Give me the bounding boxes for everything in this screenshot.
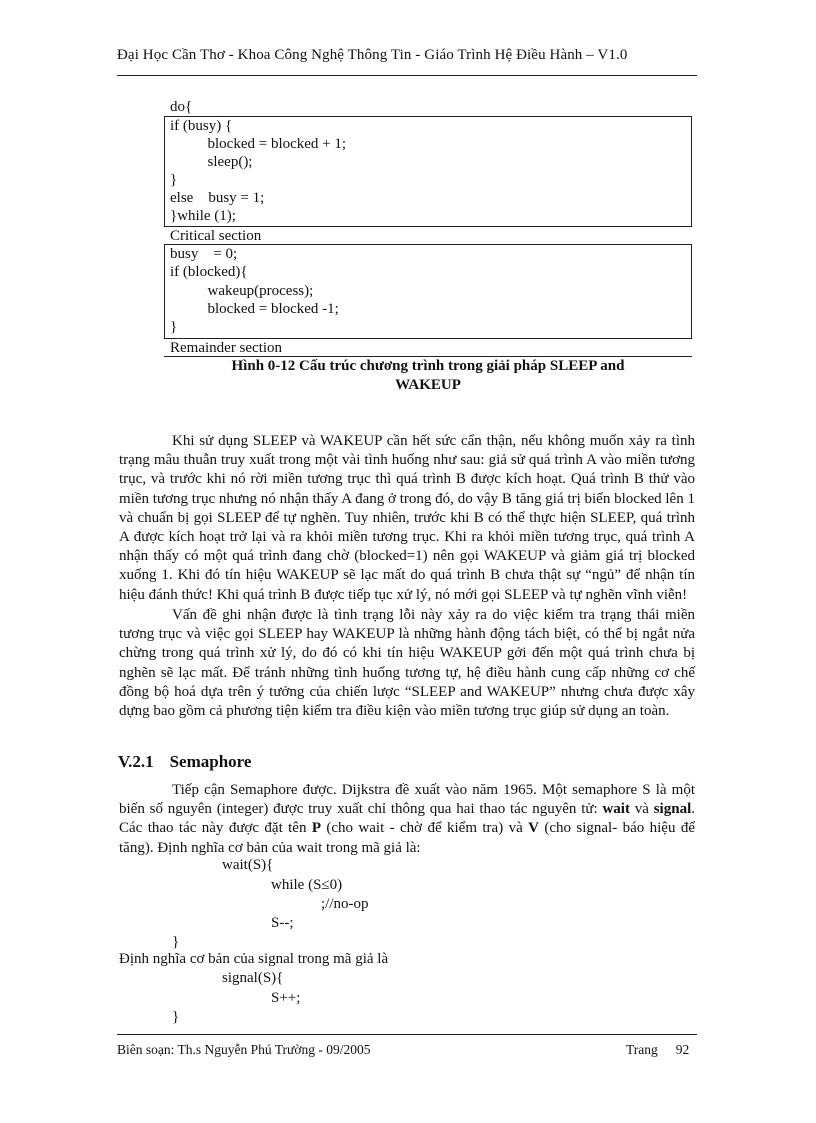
paragraph-semaphore-intro: Tiếp cận Semaphore được. Dijkstra đề xuất vào năm 1965. Một semaphore S là một biến số nguyên (integer) được truy xuất chỉ thông qua hai thao tác nguyên tử: wait và signal. Các thao tác này được đặt tên P (cho wait - chờ để kiểm tra) và V (cho signal- báo hiệu để tăng). Định nghĩa cơ bản của wait trong mã giả là:: [119, 782, 695, 856]
keyword-p: P: [311, 820, 321, 837]
signal-code-line: signal(S){: [222, 970, 284, 986]
paragraph-problem-analysis: Vấn đề ghi nhận được là tình trạng lỗi này xảy ra do việc kiểm tra trạng thái miền tương trục và việc gọi SLEEP hay WAKEUP là những hành động tách biệt, có thể bị ngắt nửa chừng trong quá trình xử lý, do đó có khi tín hiệu WAKEUP gởi đến một quá trình chưa bị nghẽn sẽ lạc mất. Để tránh những tình huống tương tự, hệ điều hành cung cấp những cơ chế đồng bộ hoá dựa trên ý tưởng của chiến lược “SLEEP and WAKEUP” nhưng chưa được xây dựng bao gồm cả phương tiện kiểm tra điều kiện vào miền tương trục giúp sử dụng an toàn.: [119, 607, 695, 720]
entry-section-box: [164, 116, 692, 227]
paragraph-sleep-wakeup-problem: Khi sử dụng SLEEP và WAKEUP cần hết sức cẩn thận, nếu không muốn xảy ra tình trạng mâu thuẫn truy xuất trong một vài tình huống như sau: giả sử quá trình A vào miền tương trục, và trước khi nó rời miền tương trục thì quá trình B được kích hoạt. Quá trình B thử vào miền tương trục nhưng nó nhận thấy A đang ở trong đó, do vậy B tăng giá trị biến blocked lên 1 và chuẩn bị gọi SLEEP để tự nghẽn. Tuy nhiên, trước khi B có thể thực hiện SLEEP, quá trình A được kích hoạt trở lại và ra khỏi miền tương trục. Khi ra khỏi miền tương trục, quá trình A nhận thấy có một quá trình đang chờ (blocked=1) nên gọi WAKEUP và giảm giá trị blocked xuống 1. Khi đó tín hiệu WAKEUP sẽ lạc mất do quá trình B chưa thật sự “ngủ” để nhận tín hiệu đánh thức! Khi quá trình B được tiếp tục xử lý, nó mới gọi SLEEP và tự nghẽn vĩnh viễn!: [119, 433, 695, 603]
wait-code-line: S--;: [271, 915, 294, 931]
page-number: 92: [675, 1042, 690, 1057]
code-line: else busy = 1;: [170, 190, 265, 206]
code-line: if (busy) {: [170, 118, 233, 134]
running-header: Đại Học Cần Thơ - Khoa Công Nghệ Thông Tin - Giáo Trình Hệ Điều Hành – V1.0: [117, 47, 628, 63]
code-line: if (blocked){: [170, 264, 248, 280]
keyword-wait: wait: [602, 801, 630, 818]
code-line: sleep();: [170, 154, 253, 170]
header-rule: [117, 75, 697, 76]
figure-caption: [150, 357, 706, 395]
footer-page: [626, 1042, 689, 1058]
exit-section-box: [164, 244, 692, 339]
caption-line-2: WAKEUP: [395, 377, 461, 393]
code-line: }: [170, 172, 178, 188]
code-do-line: do{: [170, 99, 193, 115]
remainder-section-label: Remainder section: [170, 340, 283, 356]
critical-section-label: Critical section: [170, 228, 262, 244]
signal-definition-intro: Định nghĩa cơ bản của signal trong mã giả là: [119, 951, 389, 967]
page-label: Trang: [626, 1042, 658, 1057]
section-title: Semaphore: [169, 752, 252, 771]
keyword-signal: signal: [653, 801, 692, 818]
code-line: wakeup(process);: [170, 283, 314, 299]
wait-code-line: ;//no-op: [321, 896, 369, 912]
code-line: }while (1);: [170, 208, 236, 224]
wait-code-line: }: [172, 934, 180, 950]
signal-code-line: S++;: [271, 990, 301, 1006]
code-line: blocked = blocked -1;: [170, 301, 339, 317]
caption-line-1: Hình 0-12 Cấu trúc chương trình trong giải pháp SLEEP and: [231, 358, 625, 374]
keyword-v: V: [528, 820, 539, 837]
code-line: }: [170, 319, 178, 335]
code-line: busy = 0;: [170, 246, 238, 262]
signal-code-line: }: [172, 1009, 180, 1025]
code-line: blocked = blocked + 1;: [170, 136, 347, 152]
section-heading: [118, 752, 251, 772]
wait-code-line: while (S≤0): [271, 877, 343, 893]
footer-rule: [117, 1034, 697, 1035]
section-number: V.2.1: [118, 752, 154, 771]
footer-author: Biên soạn: Th.s Nguyễn Phú Trường - 09/2005: [117, 1042, 371, 1057]
wait-code-line: wait(S){: [222, 857, 274, 873]
